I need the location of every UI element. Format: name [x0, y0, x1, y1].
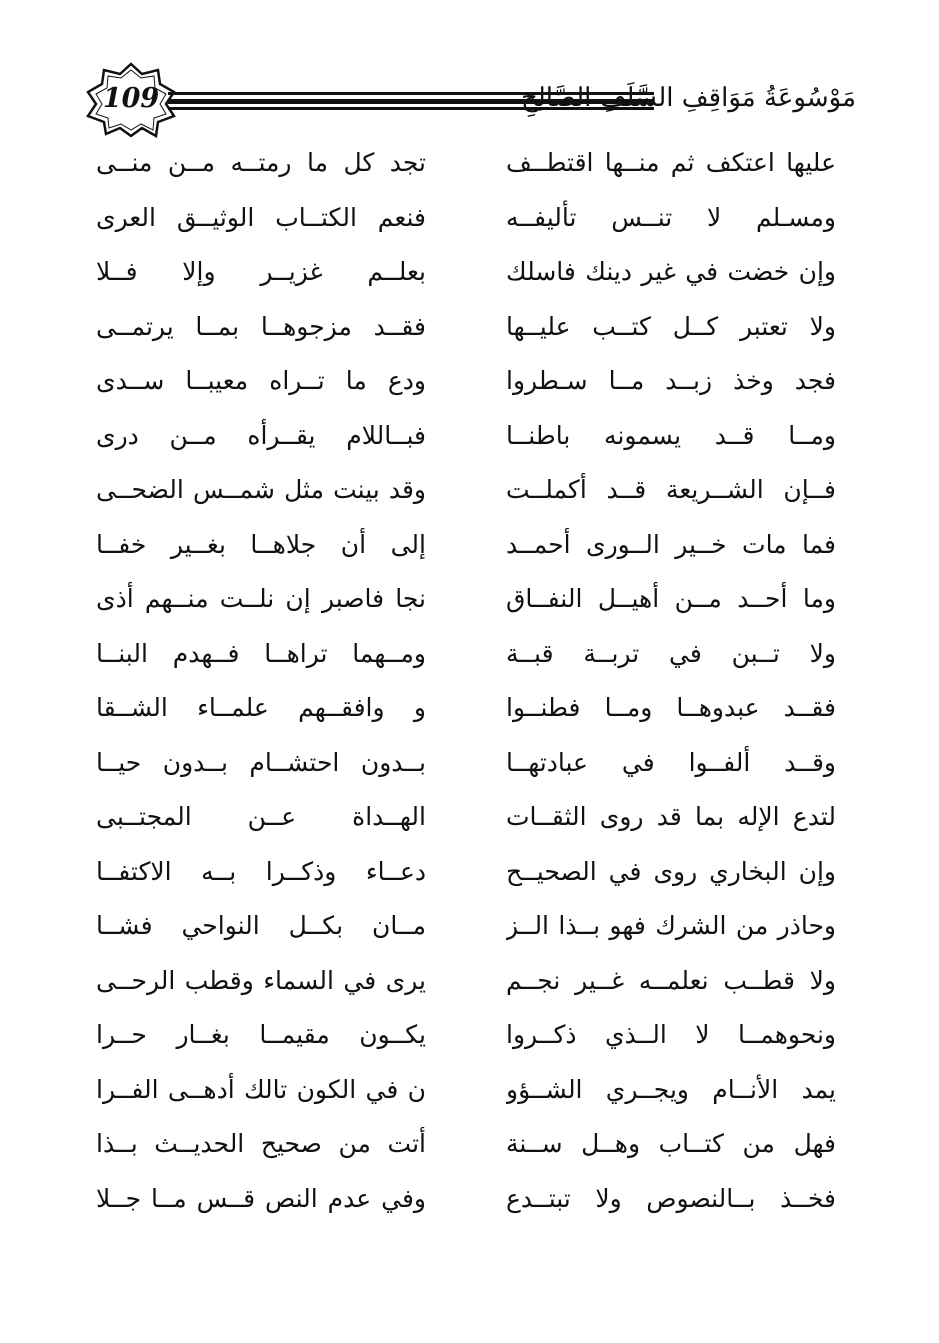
second-hemistich: بــدون احتشــام بــدون حيــا — [96, 747, 426, 777]
second-hemistich: فبــاللام يقــرأه مــن درى — [96, 420, 426, 450]
verse-line — [96, 790, 836, 845]
second-hemistich: وفي عدم النص قــس مــا جــلا — [96, 1183, 426, 1213]
first-hemistich: ونحوهمــا لا الــذي ذكــروا — [506, 1020, 836, 1050]
second-hemistich: ودع ما تــراه معيبــا ســدى — [96, 366, 426, 396]
verse-line — [96, 899, 836, 954]
second-hemistich: مــان بكــل النواحي فشــا — [96, 911, 426, 941]
second-hemistich: إلى أن جلاهــا بغــير خفــا — [96, 529, 426, 559]
first-hemistich: عليها اعتكف ثم منــها اقتطــف — [506, 148, 836, 178]
verse-line — [96, 300, 836, 355]
second-hemistich: و وافقــهم علمــاء الشــقا — [96, 693, 426, 723]
verse-line — [96, 518, 836, 573]
first-hemistich: وقــد ألفــوا في عبادتهــا — [506, 747, 836, 777]
second-hemistich: أتت من صحيح الحديــث بــذا — [96, 1129, 426, 1159]
first-hemistich: فقــد عبدوهــا ومــا فطنــوا — [506, 693, 836, 723]
first-hemistich: وإن خضت في غير دينك فاسلك — [506, 257, 836, 287]
verse-line — [96, 1008, 836, 1063]
first-hemistich: وحاذر من الشرك فهو بــذا الــز — [506, 911, 836, 941]
verse-line — [96, 463, 836, 518]
first-hemistich: فما مات خــير الــورى أحمــد — [506, 529, 836, 559]
second-hemistich: نجا فاصبر إن نلــت منــهم أذى — [96, 584, 426, 614]
verse-line — [96, 954, 836, 1009]
second-hemistich: ومــهما تراهــا فــهدم البنــا — [96, 638, 426, 668]
page-number-badge — [86, 62, 176, 138]
second-hemistich: ن في الكون تالك أدهــى الفــرا — [96, 1074, 426, 1104]
first-hemistich: لتدع الإله بما قد روى الثقــات — [506, 802, 836, 832]
first-hemistich: ولا قطــب نعلمــه غــير نجــم — [506, 965, 836, 995]
verse-line — [96, 354, 836, 409]
first-hemistich: ومــا قــد يسمونه باطنــا — [506, 420, 836, 450]
first-hemistich: وإن البخاري روى في الصحيــح — [506, 856, 836, 886]
first-hemistich: ومسـلم لا تنــس تأليفــه — [506, 202, 836, 232]
page-header — [86, 62, 856, 138]
second-hemistich: يرى في السماء وقطب الرحــى — [96, 965, 426, 995]
book-title: مَوْسُوعَةُ مَوَاقِفِ السَّلَفِ الصَّالِحِ — [521, 83, 856, 113]
first-hemistich: وما أحــد مــن أهيــل النفــاق — [506, 584, 836, 614]
first-hemistich: ولا تــبن في تربــة قبــة — [506, 638, 836, 668]
first-hemistich: فهل من كتــاب وهــل ســنة — [506, 1129, 836, 1159]
verse-line — [96, 627, 836, 682]
page-number: 109 — [102, 83, 160, 114]
verse-line — [96, 409, 836, 464]
verse-line — [96, 1172, 836, 1227]
first-hemistich: فجد وخذ زبــد مــا سـطروا — [506, 366, 836, 396]
verse-line — [96, 245, 836, 300]
second-hemistich: يكــون مقيمــا بغــار حــرا — [96, 1020, 426, 1050]
verse-line — [96, 681, 836, 736]
second-hemistich: بعلــم غزيــر وإلا فــلا — [96, 257, 426, 287]
verse-line — [96, 1063, 836, 1118]
first-hemistich: فخــذ بــالنصوص ولا تبتــدع — [506, 1183, 836, 1213]
second-hemistich: وقد بينت مثل شمــس الضحــى — [96, 475, 426, 505]
verse-line — [96, 845, 836, 900]
verse-line — [96, 191, 836, 246]
first-hemistich: ولا تعتبر كــل كتــب عليــها — [506, 311, 836, 341]
second-hemistich: فنعم الكتــاب الوثيــق العرى — [96, 202, 426, 232]
second-hemistich: فقــد مزجوهــا بمــا يرتمــى — [96, 311, 426, 341]
first-hemistich: يمد الأنــام ويجــري الشــؤو — [506, 1074, 836, 1104]
verse-line — [96, 736, 836, 791]
verse-line — [96, 136, 836, 191]
poem-body — [96, 136, 836, 1226]
second-hemistich: تجد كل ما رمتــه مــن منــى — [96, 148, 426, 178]
verse-line — [96, 572, 836, 627]
second-hemistich: دعــاء وذكــرا بــه الاكتفــا — [96, 856, 426, 886]
first-hemistich: فــإن الشــريعة قــد أكملــت — [506, 475, 836, 505]
second-hemistich: الهــداة عــن المجتــبى — [96, 802, 426, 832]
verse-line — [96, 1117, 836, 1172]
